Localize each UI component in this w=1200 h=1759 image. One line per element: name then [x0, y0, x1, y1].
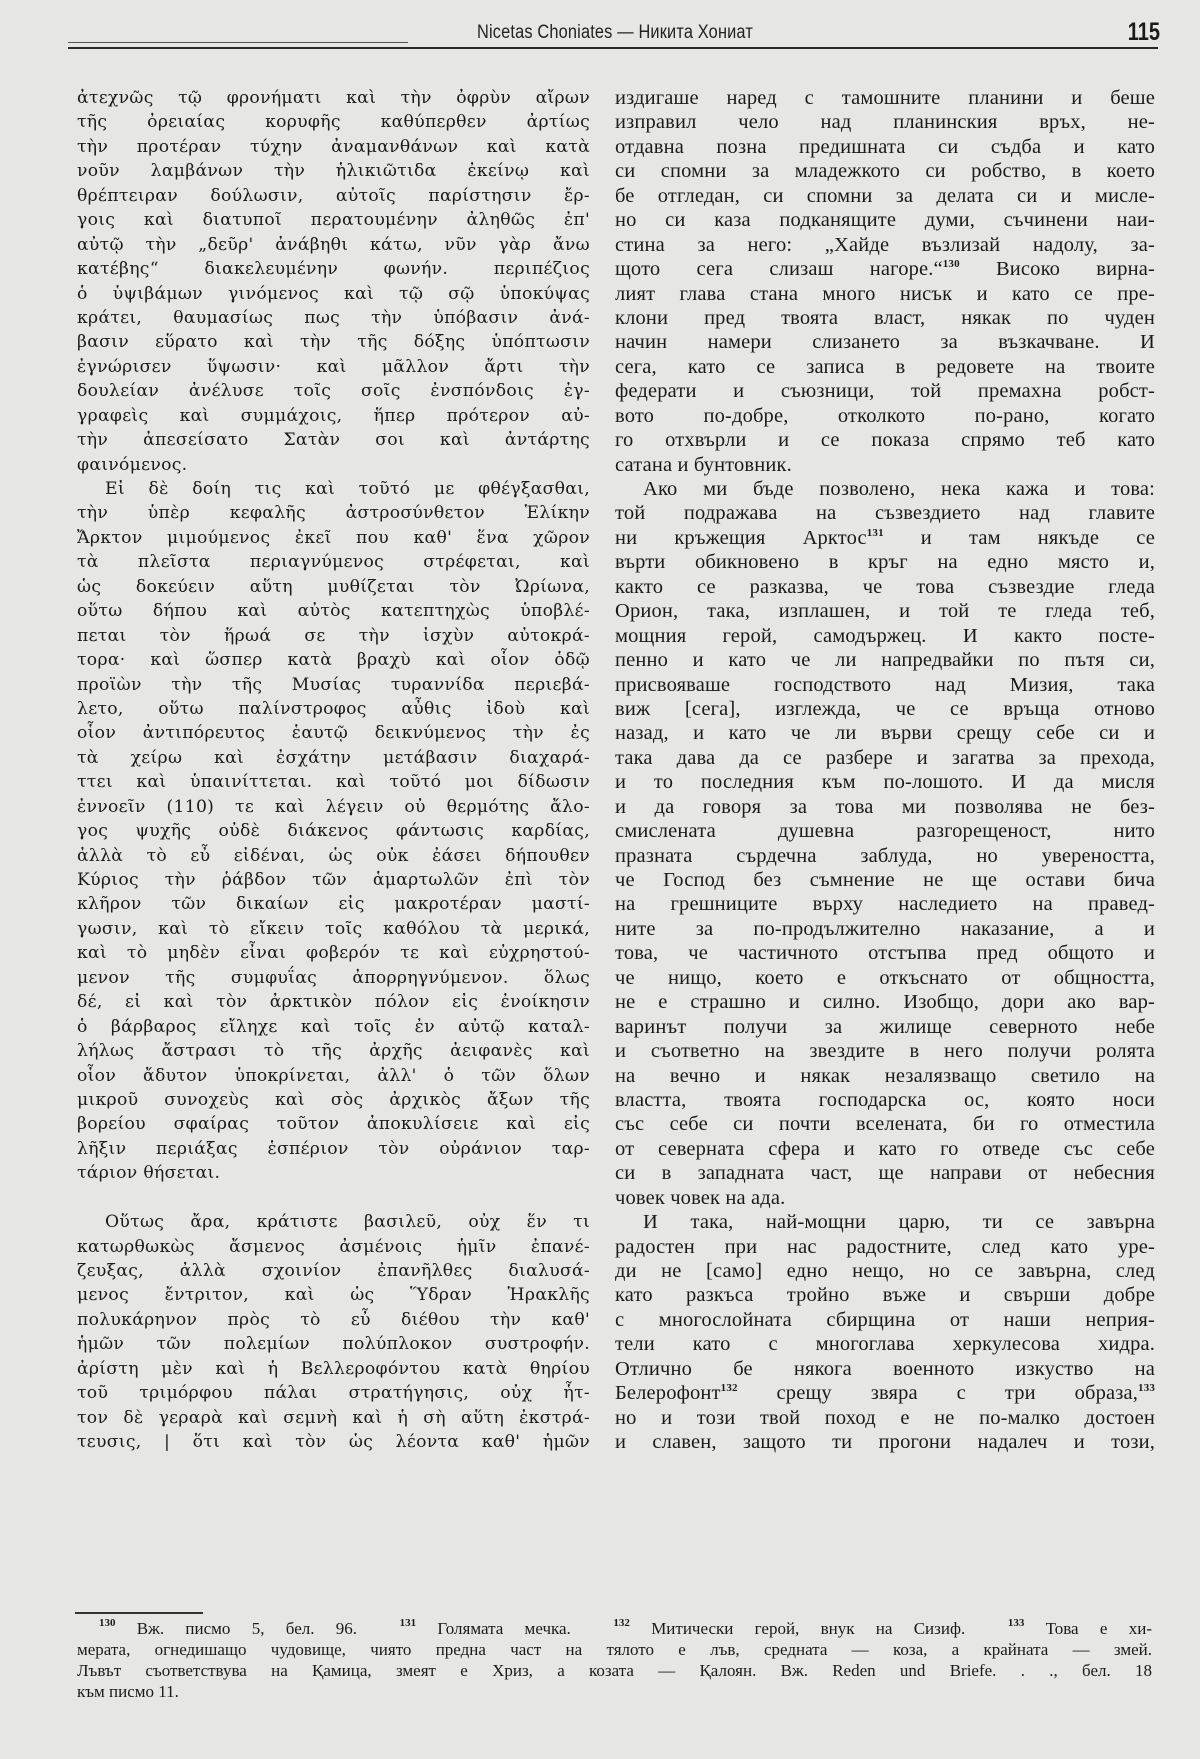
text-line — [615, 453, 1155, 477]
text-line — [77, 110, 590, 134]
text-line — [615, 819, 1155, 843]
line-text: Орион, така, изплашен, и той те гледа теб, — [615, 600, 1155, 623]
text-line — [615, 990, 1155, 1014]
text-line — [77, 1088, 590, 1112]
text-line — [615, 501, 1155, 525]
line-text: ὡς δοκεύειν αὕτη μυθίζεται τὸν Ὠρίωνα, — [77, 576, 590, 597]
text-line — [77, 428, 590, 452]
line-text: на грешниците върху наследието на правед- — [615, 893, 1155, 916]
text-line — [77, 868, 590, 892]
line-text: клони пред твоята власт, някак по чуден — [615, 306, 1155, 329]
line-text: τάριον θήσεται. — [77, 1163, 221, 1184]
line-text: τὴν ἀπεσείσατο Σατὰν σοι καὶ ἀντάρτης — [77, 430, 590, 451]
line-text: това, че частичното отстъпва пред общото и — [615, 942, 1155, 965]
text-line — [615, 1308, 1155, 1332]
text-line — [615, 599, 1155, 623]
line-text: сатана и бунтовник. — [615, 453, 792, 476]
text-line — [77, 844, 590, 868]
text-line — [77, 1137, 590, 1161]
line-text: радостен при нас радостните, след като уре- — [615, 1235, 1155, 1258]
text-line — [615, 257, 1155, 281]
line-text: τὴν ὑπὲρ κεφαλῆς ἀστροσύνθετον Ἑλίκην — [77, 503, 590, 524]
text-line — [615, 379, 1155, 403]
line-text: но си каза подканящите думи, съчинени наи- — [615, 209, 1155, 232]
text-line — [615, 526, 1155, 550]
line-text: πεται τὸν ἥρωά σε τὴν ἰσχὺν αὐτοκρά- — [77, 625, 590, 646]
line-text: Κύριος τὴν ῥάβδον τῶν ἁμαρτωλῶν ἐπὶ τὸν — [77, 870, 590, 890]
footnote-text: към писмо 11. — [77, 1682, 179, 1701]
text-line — [615, 1283, 1155, 1307]
page-number: 115 — [1127, 18, 1160, 46]
text-line — [77, 550, 590, 574]
text-line — [615, 1235, 1155, 1259]
line-text: ните за по-продължително наказание, а и — [615, 917, 1155, 940]
line-text: οἷον ἀντιπόρευτος ἑαυτῷ δεικνύμενος τὴν ἐς — [77, 723, 590, 744]
text-line — [77, 404, 590, 428]
line-text: щото сега слизаш нагоре.“ — [615, 258, 943, 281]
line-text: мощния герой, самодържец. И както посте- — [615, 624, 1155, 647]
running-title: Nicetas Choniates — Никита Хониат — [476, 22, 754, 43]
line-text: като разкъса тройно въже и свърши добре — [615, 1284, 1155, 1307]
text-line — [615, 941, 1155, 965]
text-line — [77, 770, 590, 794]
text-line — [615, 1210, 1155, 1234]
text-line — [615, 1088, 1155, 1112]
text-line — [615, 746, 1155, 770]
text-line — [77, 746, 590, 770]
text-line — [615, 1161, 1155, 1185]
text-line — [615, 330, 1155, 354]
footnote-separator — [75, 1612, 203, 1614]
line-text: не е страшно и силно. Изобщо, дори ако вар- — [615, 991, 1155, 1014]
line-text: начин намери слизането за възкачване. И — [615, 331, 1155, 354]
line-text: ττει καὶ ὑπαινίττεται. καὶ τοῦτό μοι δίδωσιν — [77, 772, 590, 793]
line-text: κράτει, θαυμασίως πως τὴν ὑπόβασιν ἀνά- — [77, 307, 590, 328]
header-rule-thin — [68, 42, 408, 43]
text-line — [615, 1332, 1155, 1356]
line-text: πολυκάρηνον πρὸς τὸ εὖ διέθου τὴν καθ' — [77, 1309, 590, 1330]
text-line — [615, 550, 1155, 574]
text-line — [77, 673, 590, 697]
line-text: μενος ἔντριτον, καὶ ὡς Ὕδραν Ἡρακλῆς — [77, 1285, 590, 1306]
text-line — [615, 1186, 1155, 1210]
line-text: τὰ πλεῖστα περιαγνύμενος στρέφεται, καὶ — [77, 552, 590, 573]
text-line — [77, 1308, 590, 1332]
paragraph-gap — [77, 1186, 590, 1210]
line-text: οἷον ἄδυτον ὑποκρίνεται, ἀλλ' ὁ τῶν ὅλων — [77, 1065, 590, 1086]
footnote-reference[interactable]: 133 — [1138, 1382, 1155, 1395]
line-text: τὴν προτέραν τύχην ἀναμανθάνων καὶ κατὰ — [77, 136, 590, 157]
footnote-text: Вж. писмо 5, бел. 96. — [115, 1619, 400, 1638]
text-line — [77, 526, 590, 550]
line-text: Εἰ δὲ δοίη τις καὶ τοῦτό με φθέγξασθαι, — [105, 479, 590, 499]
text-line — [77, 917, 590, 941]
line-text: и то последния към по-лошото. И да мисля — [615, 771, 1155, 794]
text-line — [615, 306, 1155, 330]
text-line — [77, 159, 590, 183]
text-line — [77, 477, 590, 501]
line-text: Отлично бе някога военното изкуство на — [615, 1357, 1155, 1380]
text-line — [615, 184, 1155, 208]
text-line — [77, 1235, 590, 1259]
line-text: изправил чело над планинския връх, не- — [615, 111, 1155, 134]
line-text: ὁ ὑψιβάμων γινόμενος καὶ τῷ σῷ ὑποκύψας — [77, 283, 590, 304]
text-line — [77, 379, 590, 403]
footnote-reference[interactable]: 131 — [866, 526, 884, 539]
text-line — [615, 795, 1155, 819]
line-text: си спомни за младежкото си робство, в което — [615, 160, 1155, 183]
line-text: бе отгледан, си спомни за делата си и мисле- — [615, 184, 1155, 207]
line-text: със себе си почти вселената, би го отместила — [615, 1113, 1155, 1136]
line-text: ἀρίστη μὲν καὶ ἡ Βελλεροφόντου κατὰ θηρίου — [77, 1358, 590, 1379]
line-text: τορα· καὶ ὥσπερ κατὰ βραχὺ καὶ οἷον ὁδῷ — [77, 650, 590, 671]
text-line — [77, 233, 590, 257]
text-line — [615, 159, 1155, 183]
text-line — [77, 892, 590, 916]
text-line — [615, 1357, 1155, 1381]
line-text: τοῦ τριμόρφου πάλαι στρατήγησις, οὐχ ἧτ- — [77, 1383, 590, 1404]
line-text: κλῆρον τῶν δικαίων εἰς μακροτέραν μαστί- — [77, 894, 590, 915]
line-text: с многослойната сбирщина от наши неприя- — [615, 1308, 1155, 1331]
footnote-text: Митически герой, внук на Сизиф. — [629, 1619, 1008, 1638]
footnote-line — [77, 1660, 1152, 1681]
line-text: φαινόμενος. — [77, 454, 188, 475]
text-line — [615, 648, 1155, 672]
line-text: δέ, εἰ καὶ τὸν ἀρκτικὸν πόλον εἰς ἐνοίκησιν — [77, 992, 590, 1013]
line-text: лият глава стана много нисък и като се пре- — [615, 282, 1155, 305]
bulgarian-translation-column — [615, 86, 1155, 1455]
line-text-continued: и там някъде се — [883, 526, 1155, 549]
text-line — [615, 721, 1155, 745]
line-text: κατέβης“ διακελευμένην φωνήν. περιπέζιος — [77, 259, 590, 280]
line-text: Ἄρκτον μιμούμενος ἐκεῖ που καθ' ἕνα χῶρον — [77, 527, 590, 548]
text-line — [77, 1357, 590, 1381]
line-text: λήλως ἄστρασι τὸ τῆς ἀρχῆς ἀειφανὲς καὶ — [77, 1041, 590, 1062]
text-line — [77, 1039, 590, 1063]
line-text: че Господ без съмнение не ще остави бича — [615, 869, 1155, 891]
text-line — [615, 673, 1155, 697]
footnote-number: 132 — [613, 1617, 630, 1629]
line-text: νοῦν λαμβάνων τὴν ἡλικιῶτιδα ἐκείνῳ καὶ — [77, 161, 590, 182]
line-text: и съответно на звездите в него получи ролята — [615, 1040, 1155, 1063]
text-line — [615, 477, 1155, 501]
line-text: виж [сега], изглежда, че се връща отново — [615, 697, 1155, 720]
line-text: ὁ βάρβαρος εἴληχε καὶ τοῖς ἐν αὐτῷ καταλ- — [77, 1016, 590, 1037]
line-text: τῆς ὀρειαίας κορυφῆς καθύπερθεν ἀρτίως — [77, 112, 590, 133]
line-text: τευσις, | ὅτι καὶ τὸν ὡς λέοντα καθ' ἡμῶν — [77, 1432, 590, 1453]
text-line — [615, 697, 1155, 721]
text-line — [77, 1430, 590, 1454]
footnote-number: 131 — [399, 1617, 417, 1629]
text-line — [77, 648, 590, 672]
line-text: той подражава на съзвездието над главите — [615, 502, 1155, 525]
line-text: ἀτεχνῶς τῷ φρονήματι καὶ τὴν ὀφρὺν αἴρων — [77, 88, 590, 108]
text-line — [77, 1381, 590, 1405]
text-line — [615, 917, 1155, 941]
line-text: и славен, защото ти прогони надалеч и този, — [615, 1431, 1155, 1454]
line-text: че нищо, което е откъснато от общността, — [615, 966, 1155, 989]
text-line — [77, 624, 590, 648]
line-text-continued: срещу звяра с три образа, — [737, 1382, 1139, 1405]
line-text: καὶ τὸ μηδὲν εἶναι φοβερόν τε καὶ εὐχρηστού- — [77, 943, 590, 964]
line-text: ди не [само] едно нещо, но се завърна, след — [615, 1260, 1155, 1282]
line-text: и да говоря за това ми позволява не без- — [615, 795, 1155, 818]
line-text: ἐγνώρισεν ὕψωσιν· καὶ μᾶλλον ἄρτι τὴν — [77, 356, 590, 377]
line-text: смислената душевна разгорещеност, нито — [615, 820, 1155, 843]
text-line — [77, 1259, 590, 1283]
line-text: И така, най-мощни царю, ти се завърна — [643, 1211, 1155, 1234]
line-text: μενον τῆς συμφυΐας ἀπορρηγνύμενον. ὅλως — [77, 967, 590, 988]
text-line — [615, 1430, 1155, 1454]
line-text: назад, и като че ли върви срещу себе си и — [615, 722, 1155, 745]
line-text: ἐννοεῖν (110) τε καὶ λέγειν οὐ θερμότης ἄλο- — [77, 796, 590, 817]
line-text: δουλείαν ἀνέλυσε τοῖς σοῖς ἐνσπόνδοις ἐγ- — [77, 381, 590, 402]
line-text: издигаше наред с тамошните планини и беше — [615, 87, 1155, 109]
text-line — [77, 795, 590, 819]
text-line — [615, 282, 1155, 306]
line-text: така дава да се разбере и загатва за прехода, — [615, 746, 1155, 769]
text-line — [77, 697, 590, 721]
text-line — [615, 110, 1155, 134]
text-line — [77, 1112, 590, 1136]
text-line — [77, 575, 590, 599]
line-text: λετο, οὕτω παλίνστροφος αὖθις ἰδοὺ καὶ — [77, 698, 590, 719]
text-line — [615, 1381, 1155, 1405]
line-text: пенно и като че ли напредвайки по пътя си, — [615, 649, 1155, 672]
footnote-line — [77, 1639, 1152, 1660]
line-text: на вечно и някак незалязващо светило на — [615, 1064, 1155, 1087]
text-line — [77, 1283, 590, 1307]
text-line — [615, 1406, 1155, 1430]
text-line — [615, 1259, 1155, 1283]
line-text: οὕτω δήπου καὶ αὐτὸς κατεπτηχὼς ὑποβλέ- — [77, 601, 590, 622]
line-text: προϊὼν τὴν τῆς Μυσίας τυραννίδα περιεβά- — [77, 674, 590, 695]
line-text: γοις καὶ διατυποῖ περατουμένην ἀληθῶς ἐπ' — [77, 210, 590, 231]
text-line — [615, 135, 1155, 159]
text-line — [77, 1015, 590, 1039]
text-line — [77, 990, 590, 1014]
text-line — [77, 330, 590, 354]
line-text-continued: Високо вирна- — [959, 258, 1155, 281]
line-text: от северната сфера и като го отведе със себе — [615, 1137, 1155, 1160]
line-text: си в западната част, ще направи от небесния — [615, 1162, 1155, 1185]
line-text: Οὕτως ἄρα, κράτιστε βασιλεῦ, οὐχ ἕν τι — [105, 1212, 590, 1233]
footnote-text: Това е хи- — [1024, 1619, 1152, 1638]
line-text: върти обикновено в кръг на едно място и, — [615, 551, 1155, 574]
running-header — [0, 0, 1200, 60]
line-text: властта, твоята господарска ос, която носи — [615, 1088, 1155, 1111]
line-text: βασιν εὕρατο καὶ τὴν τῆς δόξης ὑπόπτωσιν — [77, 332, 590, 353]
text-line — [77, 306, 590, 330]
text-line — [77, 721, 590, 745]
text-line — [615, 404, 1155, 428]
text-line — [77, 257, 590, 281]
line-text: го отхвърли и се показа спрямо теб като — [615, 429, 1155, 452]
line-text: γος ψυχῆς οὐδὲ διάκενος φάντωσις καρδίας, — [77, 821, 590, 842]
text-line — [77, 819, 590, 843]
footnote-text: Лъвът съответствува на Қамица, змеят е Хриз, а козата — Қалоян. Вж. Reden und Briefe. . ., бел. 18 — [77, 1661, 1152, 1680]
line-text: вото по-добре, отколкото по-рано, когато — [615, 404, 1155, 427]
text-line — [77, 86, 590, 110]
text-line — [615, 624, 1155, 648]
footnote-line — [77, 1618, 1152, 1639]
line-text: ἀλλὰ τὸ εὖ εἰδέναι, ὡς οὐκ ἐάσει δήπουθεν — [77, 845, 590, 866]
text-line — [615, 1039, 1155, 1063]
line-text: γωσιν, καὶ τὸ εἴκειν τοῖς καθόλου τὰ μερικά, — [77, 918, 590, 939]
footnotes — [77, 1618, 1152, 1702]
text-line — [77, 208, 590, 232]
footnote-number: 133 — [1007, 1617, 1025, 1629]
text-line — [77, 184, 590, 208]
line-text: варинът получи за жилище северното небе — [615, 1015, 1155, 1038]
text-line — [77, 941, 590, 965]
line-text: тели като с многоглава херкулесова хидра. — [615, 1333, 1155, 1356]
text-line — [615, 1137, 1155, 1161]
text-line — [615, 233, 1155, 257]
line-text: ζευξας, ἀλλὰ σχοινίον ἐπανῆλθες διαλυσά- — [77, 1261, 590, 1281]
footnote-line — [77, 1681, 1152, 1702]
line-text: Белерофонт — [615, 1382, 721, 1405]
text-line — [615, 208, 1155, 232]
header-rule — [68, 47, 1158, 49]
line-text: γραφεὶς καὶ συμμάχοις, ἥπερ πρότερον αὐ- — [77, 405, 590, 426]
line-text: ни кръжещия Арктос — [615, 526, 867, 549]
text-line — [615, 844, 1155, 868]
text-line — [77, 1332, 590, 1356]
line-text: θρέπτειραν δούλωσιν, αὐτοῖς παρίστησιν ἔρ- — [77, 185, 590, 206]
text-line — [615, 575, 1155, 599]
text-line — [77, 1210, 590, 1234]
footnote-reference[interactable]: 130 — [942, 258, 960, 271]
text-line — [77, 501, 590, 525]
text-line — [77, 1064, 590, 1088]
text-line — [615, 892, 1155, 916]
line-text: но и този твой поход е не по-малко достоен — [615, 1406, 1155, 1429]
footnote-reference[interactable]: 132 — [720, 1382, 738, 1395]
text-line — [77, 355, 590, 379]
line-text: τὰ χείρω καὶ ἐσχάτην μετάβασιν διαχαρά- — [77, 747, 590, 768]
text-line — [77, 1161, 590, 1185]
text-line — [77, 1406, 590, 1430]
line-text: празната сърдечна заблуда, но увереността, — [615, 844, 1155, 867]
text-line — [77, 966, 590, 990]
line-text: βορείου σφαίρας τοῦτον ἀποκυλίσειε καὶ εἰς — [77, 1114, 590, 1135]
text-line — [77, 282, 590, 306]
text-line — [615, 966, 1155, 990]
line-text: τον δὲ γεραρὰ καὶ σεμνὴ καὶ ἡ σὴ αὕτη ἐκστρά- — [77, 1407, 590, 1428]
text-line — [615, 355, 1155, 379]
text-line — [77, 135, 590, 159]
text-line — [615, 86, 1155, 110]
text-line — [77, 599, 590, 623]
line-text: присвояваше господството над Мизия, така — [615, 673, 1155, 696]
text-line — [615, 770, 1155, 794]
greek-text-column — [77, 86, 590, 1455]
footnote-text: мерата, огнедишащо чудовище, чиято предна част на тялото е лъв, средната — коза, а крайната — змей. — [77, 1640, 1152, 1659]
line-text: κατωρθωκὼς ἄσμενος ἀσμένοις ἡμῖν ἐπανέ- — [77, 1236, 590, 1257]
text-line — [615, 868, 1155, 892]
text-line — [615, 428, 1155, 452]
line-text: ἡμῶν τῶν πολεμίων πολύπλοκον συστροφήν. — [77, 1334, 590, 1355]
line-text: човек човек на ада. — [615, 1186, 786, 1209]
footnote-number: 130 — [99, 1617, 116, 1629]
line-text: λῆξιν περιάξας ἑσπέριον τὸν οὐράνιον ταρ- — [77, 1138, 590, 1159]
line-text: федерати и съюзници, той премахна робст- — [615, 380, 1155, 403]
line-text: μικροῦ συνοχεὺς καὶ σὸς ἀρχικὸς ἄξων τῆς — [77, 1089, 590, 1110]
footnote-text: Голямата мечка. — [416, 1619, 614, 1638]
line-text: стина за него: „Хайде възлизай надолу, за- — [615, 233, 1155, 256]
line-text: сега, като се записа в редовете на твоите — [615, 355, 1155, 378]
text-line — [615, 1112, 1155, 1136]
line-text: както се разказва, че това съзвездие гледа — [615, 575, 1155, 598]
text-line — [615, 1015, 1155, 1039]
text-line — [615, 1064, 1155, 1088]
text-line — [77, 453, 590, 477]
line-text: Ако ми бъде позволено, нека кажа и това: — [643, 478, 1155, 500]
line-text: αὐτῷ τὴν „δεῦρ' ἀνάβηθι κάτω, νῦν γὰρ ἄνω — [77, 234, 590, 255]
line-text: отдавна позна предишната си съдба и като — [615, 135, 1155, 158]
